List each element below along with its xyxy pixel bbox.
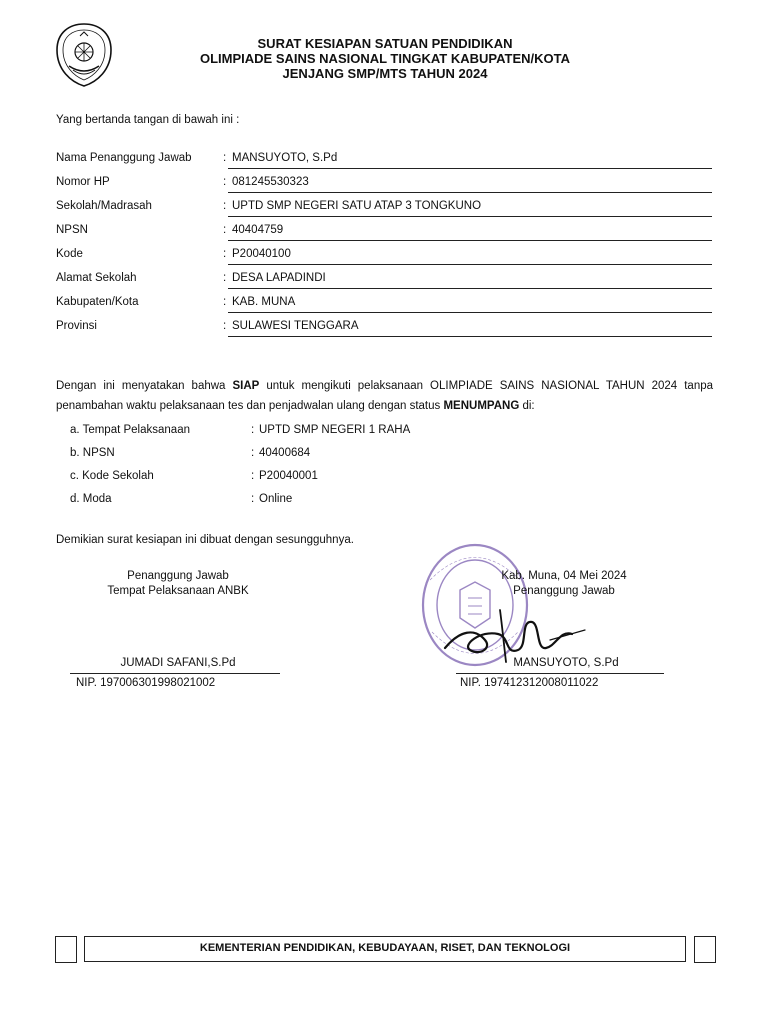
detail-colon: : xyxy=(251,470,255,482)
left-signature-subtitle: Tempat Pelaksanaan ANBK xyxy=(107,585,249,597)
field-colon: : xyxy=(223,248,227,260)
right-signature-title: Penanggung Jawab xyxy=(513,585,615,597)
detail-label-moda: d. Moda xyxy=(70,493,112,505)
field-colon: : xyxy=(223,272,227,284)
statement-status: MENUMPANG xyxy=(443,400,520,412)
footer-ministry-label: KEMENTERIAN PENDIDIKAN, KEBUDAYAAN, RISET, DAN TEKNOLOGI xyxy=(199,942,571,954)
field-colon: : xyxy=(223,320,227,332)
tut-wuri-handayani-logo xyxy=(53,22,115,88)
detail-label-tempat: a. Tempat Pelaksanaan xyxy=(70,424,190,436)
field-label-alamat: Alamat Sekolah xyxy=(56,272,137,284)
field-underline xyxy=(228,168,712,169)
field-label-kode: Kode xyxy=(56,248,83,260)
detail-value-npsn: 40400684 xyxy=(259,447,311,459)
field-label-npsn: NPSN xyxy=(56,224,88,236)
footer-left-box xyxy=(55,936,77,963)
field-colon: : xyxy=(223,152,227,164)
field-label-provinsi: Provinsi xyxy=(56,320,97,332)
statement-part1: Dengan ini menyatakan bahwa xyxy=(56,380,233,392)
field-colon: : xyxy=(223,176,227,188)
field-colon: : xyxy=(223,296,227,308)
field-value-nomor-hp: 081245530323 xyxy=(232,176,309,188)
field-underline xyxy=(228,336,712,337)
field-underline xyxy=(228,216,712,217)
right-signature-line xyxy=(456,673,664,674)
field-label-nomor-hp: Nomor HP xyxy=(56,176,110,188)
closing-text: Demikian surat kesiapan ini dibuat dengan sesungguhnya. xyxy=(56,534,354,546)
left-signature-name: JUMADI SAFANI,S.Pd xyxy=(120,657,236,669)
detail-label-kode: c. Kode Sekolah xyxy=(70,470,154,482)
field-underline xyxy=(228,240,712,241)
statement-siap: SIAP xyxy=(232,380,260,392)
field-value-sekolah: UPTD SMP NEGERI SATU ATAP 3 TONGKUNO xyxy=(232,200,482,212)
field-value-provinsi: SULAWESI TENGGARA xyxy=(232,320,359,332)
statement-part3: di: xyxy=(519,400,535,412)
field-label-nama: Nama Penanggung Jawab xyxy=(56,152,192,164)
field-value-nama: MANSUYOTO, S.Pd xyxy=(232,152,338,164)
intro-text: Yang bertanda tangan di bawah ini : xyxy=(56,114,240,126)
field-value-kode: P20040100 xyxy=(232,248,291,260)
footer-right-box xyxy=(694,936,716,963)
detail-colon: : xyxy=(251,493,255,505)
right-signature-place-date: Kab. Muna, 04 Mei 2024 xyxy=(501,570,627,582)
detail-value-tempat: UPTD SMP NEGERI 1 RAHA xyxy=(259,424,411,436)
field-underline xyxy=(228,264,712,265)
field-value-npsn: 40404759 xyxy=(232,224,284,236)
field-colon: : xyxy=(223,200,227,212)
left-signature-line xyxy=(70,673,280,674)
field-label-kabupaten: Kabupaten/Kota xyxy=(56,296,139,308)
detail-colon: : xyxy=(251,424,255,436)
statement-part2: untuk mengikuti pelaksanaan OLIMPIADE SAINS NASIONAL TAHUN 2024 tanpa penambahan waktu pelaksanaan tes dan penjadwalan ulang dengan status xyxy=(56,380,714,412)
detail-colon: : xyxy=(251,447,255,459)
field-label-sekolah: Sekolah/Madrasah xyxy=(56,200,152,212)
left-signature-title: Penanggung Jawab xyxy=(127,570,229,582)
field-underline xyxy=(228,288,712,289)
field-underline xyxy=(228,192,712,193)
field-colon: : xyxy=(223,224,227,236)
field-value-alamat: DESA LAPADINDI xyxy=(232,272,326,284)
header-title-line3: JENJANG SMP/MTS TAHUN 2024 xyxy=(282,66,488,81)
detail-value-moda: Online xyxy=(259,493,293,505)
right-signature-nip: NIP. 197412312008011022 xyxy=(460,677,599,689)
detail-value-kode: P20040001 xyxy=(259,470,318,482)
header-title-line2: OLIMPIADE SAINS NASIONAL TINGKAT KABUPATEN/KOTA xyxy=(199,51,571,66)
right-signature-name: MANSUYOTO, S.Pd xyxy=(513,657,619,669)
statement-paragraph xyxy=(56,376,713,416)
left-signature-nip: NIP. 197006301998021002 xyxy=(76,677,216,689)
header-title-line1: SURAT KESIAPAN SATUAN PENDIDIKAN xyxy=(257,36,513,51)
field-underline xyxy=(228,312,712,313)
field-value-kabupaten: KAB. MUNA xyxy=(232,296,296,308)
detail-label-npsn: b. NPSN xyxy=(70,447,115,459)
